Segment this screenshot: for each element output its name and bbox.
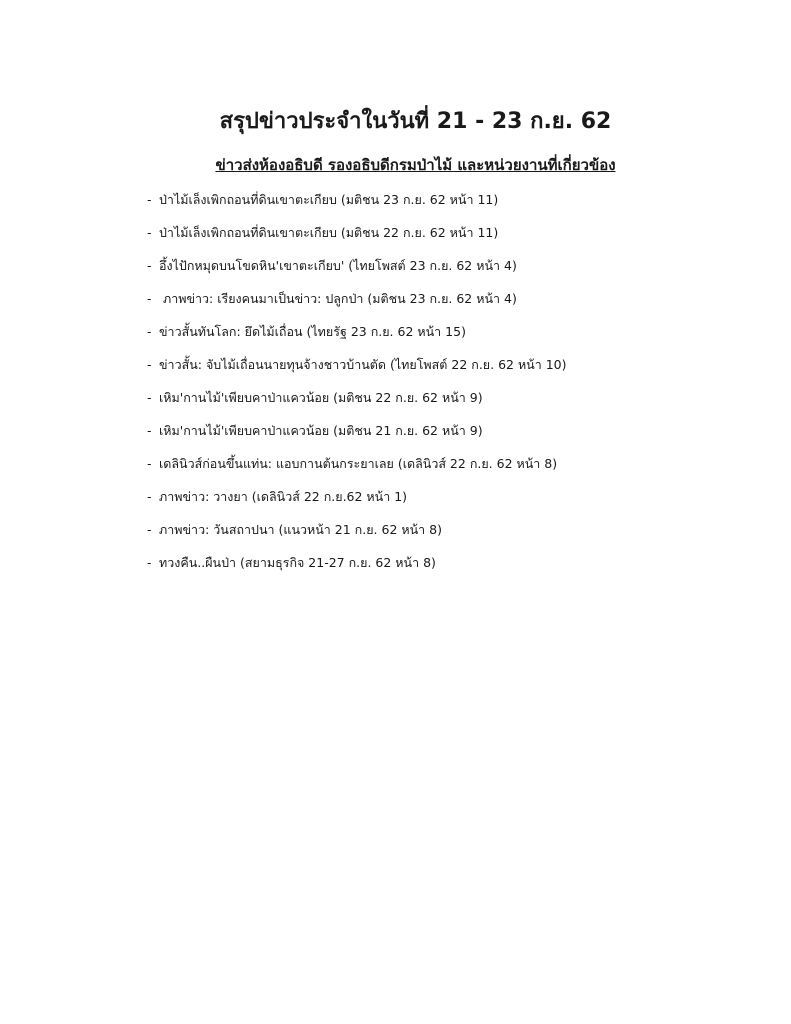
list-item [147,419,567,452]
bullet-dash: - [147,291,152,306]
news-item-text: ข่าวสั้น: จับไม้เถื่อนนายทุนจ้างชาวบ้านตัด (ไทยโพสต์ 22 ก.ย. 62 หน้า 10) [159,357,567,372]
news-item-text: ป่าไม้เล็งเพิกถอนที่ดินเขาตะเกียบ (มติชน 23 ก.ย. 62 หน้า 11) [159,192,499,207]
page-title: สรุปข่าวประจำในวันที่ 21 - 23 ก.ย. 62 [219,109,612,134]
bullet-dash: - [147,456,152,471]
bullet-dash: - [147,192,152,207]
news-item-text: ภาพข่าว: วางยา (เดลินิวส์ 22 ก.ย.62 หน้า 1) [159,489,408,504]
bullet-dash: - [147,324,152,339]
list-item [147,320,567,353]
news-item-text: อึ้งไปักหมุดบนโขดหิน'เขาตะเกียบ' (ไทยโพสต์ 23 ก.ย. 62 หน้า 4) [159,258,517,273]
list-item [147,386,567,419]
news-item-text: ทวงคืน..ผืนป่า (สยามธุรกิจ 21-27 ก.ย. 62 หน้า 8) [159,555,436,570]
list-item [147,287,567,320]
list-item [147,188,567,221]
list-item [147,221,567,254]
bullet-dash: - [147,555,152,570]
news-item-text: ภาพข่าว: เรียงคนมาเป็นข่าว: ปลูกป่า (มติชน 23 ก.ย. 62 หน้า 4) [159,291,517,306]
news-list [147,188,567,584]
bullet-dash: - [147,489,152,504]
list-item [147,485,567,518]
news-item-text: เดลินิวส์ก่อนขึ้นแท่น: แอบกานต้นกระยาเลย (เดลินิวส์ 22 ก.ย. 62 หน้า 8) [159,456,558,471]
bullet-dash: - [147,357,152,372]
list-item [147,452,567,485]
bullet-dash: - [147,423,152,438]
news-item-text: เหิม'กานไม้'เพียบคาป่าแควน้อย (มติชน 21 ก.ย. 62 หน้า 9) [159,423,483,438]
news-item-text: ป่าไม้เล็งเพิกถอนที่ดินเขาตะเกียบ (มติชน 22 ก.ย. 62 หน้า 11) [159,225,499,240]
bullet-dash: - [147,225,152,240]
list-item [147,518,567,551]
news-item-text: ข่าวสั้นทันโลก: ยึดไม้เถื่อน (ไทยรัฐ 23 ก.ย. 62 หน้า 15) [159,324,466,339]
news-item-text: ภาพข่าว: วันสถาปนา (แนวหน้า 21 ก.ย. 62 หน้า 8) [159,522,442,537]
bullet-dash: - [147,522,152,537]
bullet-dash: - [147,258,152,273]
list-item [147,254,567,287]
list-item [147,353,567,386]
list-item [147,551,567,584]
page-subtitle: ข่าวส่งห้องอธิบดี รองอธิบดีกรมป่าไม้ และหน่วยงานที่เกี่ยวข้อง [215,156,616,174]
news-item-text: เหิม'กานไม้'เพียบคาป่าแควน้อย (มติชน 22 ก.ย. 62 หน้า 9) [159,390,483,405]
bullet-dash: - [147,390,152,405]
